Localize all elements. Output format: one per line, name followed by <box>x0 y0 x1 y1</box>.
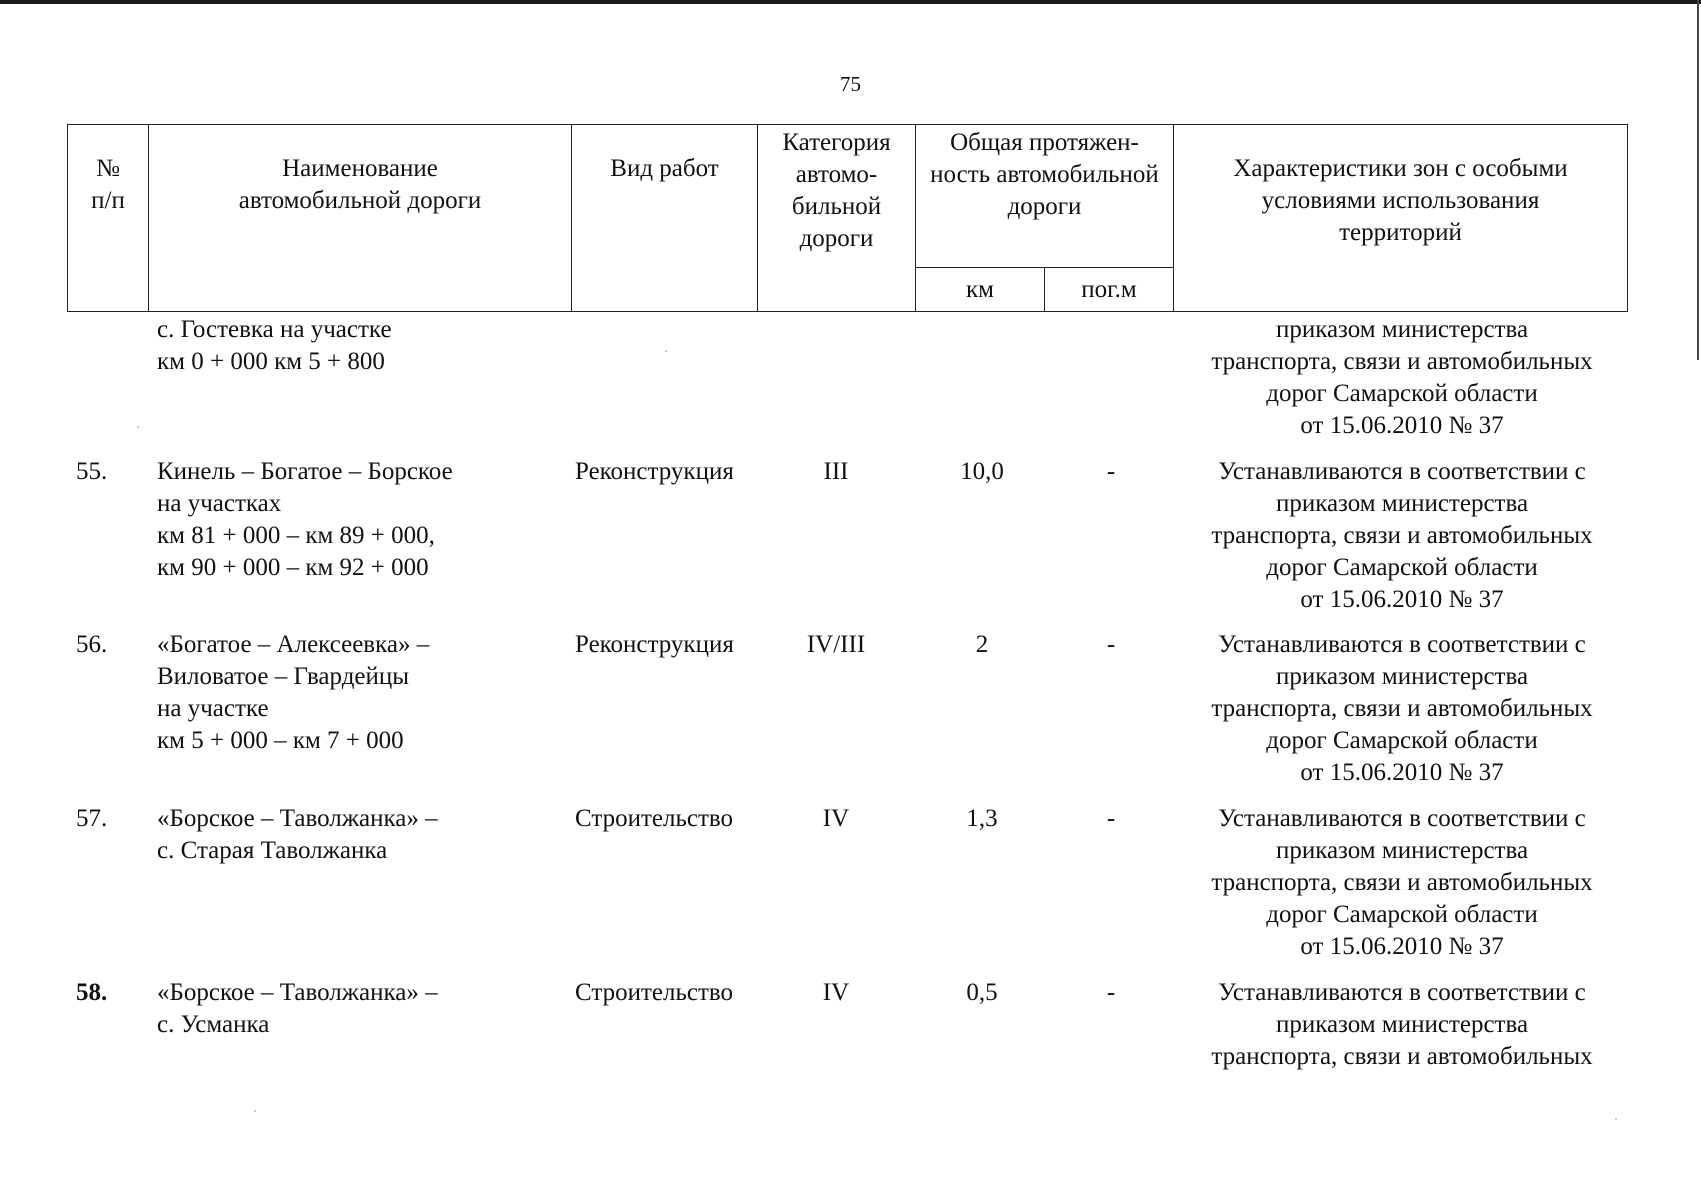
length-pog: - <box>1106 631 1116 658</box>
length-km: 10,0 <box>960 458 1004 485</box>
length-km: 1,3 <box>966 805 998 832</box>
header-zone-characteristics: Характеристики зон с особыми условиями использования территорий <box>1174 125 1628 312</box>
road-category: III <box>823 458 849 485</box>
top-border-line <box>0 0 1701 4</box>
length-pog: - <box>1106 458 1116 485</box>
scan-speck <box>1615 1118 1617 1120</box>
road-category: IV <box>822 805 850 832</box>
header-num: № п/п <box>68 125 149 312</box>
zone-characteristics: Устанавливаются в соответствии с приказом министерства транспорта, связи и автомобильных дорог Самарской области от 15.06.2010 № 37 <box>1211 631 1593 786</box>
length-pog: - <box>1106 979 1116 1006</box>
length-km: 2 <box>975 631 989 658</box>
scan-speck <box>665 350 667 352</box>
road-name: «Борское – Таволжанка» – с. Старая Таволжанка <box>157 805 438 864</box>
row-number: 55. <box>76 458 108 485</box>
header-work-type: Вид работ <box>572 125 758 312</box>
row-number: 57. <box>76 805 108 832</box>
scan-speck <box>137 426 139 428</box>
table-header <box>67 124 1628 312</box>
zone-characteristics: приказом министерства транспорта, связи и автомобильных дорог Самарской области от 15.06.2010 № 37 <box>1211 316 1593 439</box>
header-length-km: км <box>916 268 1045 312</box>
zone-characteristics: Устанавливаются в соответствии с приказом министерства транспорта, связи и автомобильных дорог Самарской области от 15.06.2010 № 37 <box>1211 805 1593 960</box>
zone-characteristics: Устанавливаются в соответствии с приказом министерства транспорта, связи и автомобильных <box>1211 979 1593 1070</box>
work-type: Строительство <box>575 805 734 832</box>
header-total-length: Общая протяжен-ность автомобильной дороги <box>916 125 1174 268</box>
work-type: Реконструкция <box>575 631 734 658</box>
header-category: Категория автомо-бильной дороги <box>758 125 916 312</box>
work-type: Строительство <box>575 979 734 1006</box>
scan-speck <box>254 1110 256 1112</box>
length-km: 0,5 <box>966 979 998 1006</box>
work-type: Реконструкция <box>575 458 734 485</box>
road-category: IV <box>822 979 850 1006</box>
road-name: «Борское – Таволжанка» – с. Усманка <box>157 979 438 1038</box>
header-length-pog: пог.м <box>1045 268 1174 312</box>
row-number: 56. <box>76 631 108 658</box>
road-name: Кинель – Богатое – Борское на участках км 81 + 000 – км 89 + 000, км 90 + 000 – км 92 + 000 <box>157 458 453 581</box>
header-road-name: Наименование автомобильной дороги <box>149 125 572 312</box>
page-number: 75 <box>840 72 861 96</box>
zone-characteristics: Устанавливаются в соответствии с приказом министерства транспорта, связи и автомобильных дорог Самарской области от 15.06.2010 № 37 <box>1211 458 1593 613</box>
scan-edge-line <box>1697 0 1699 360</box>
road-category: IV/III <box>806 631 866 658</box>
length-pog: - <box>1106 805 1116 832</box>
road-name: с. Гостевка на участке км 0 + 000 км 5 + 800 <box>157 316 392 375</box>
row-number: 58. <box>76 979 108 1006</box>
road-name: «Богатое – Алексеевка» – Виловатое – Гвардейцы на участке км 5 + 000 – км 7 + 000 <box>157 631 430 754</box>
